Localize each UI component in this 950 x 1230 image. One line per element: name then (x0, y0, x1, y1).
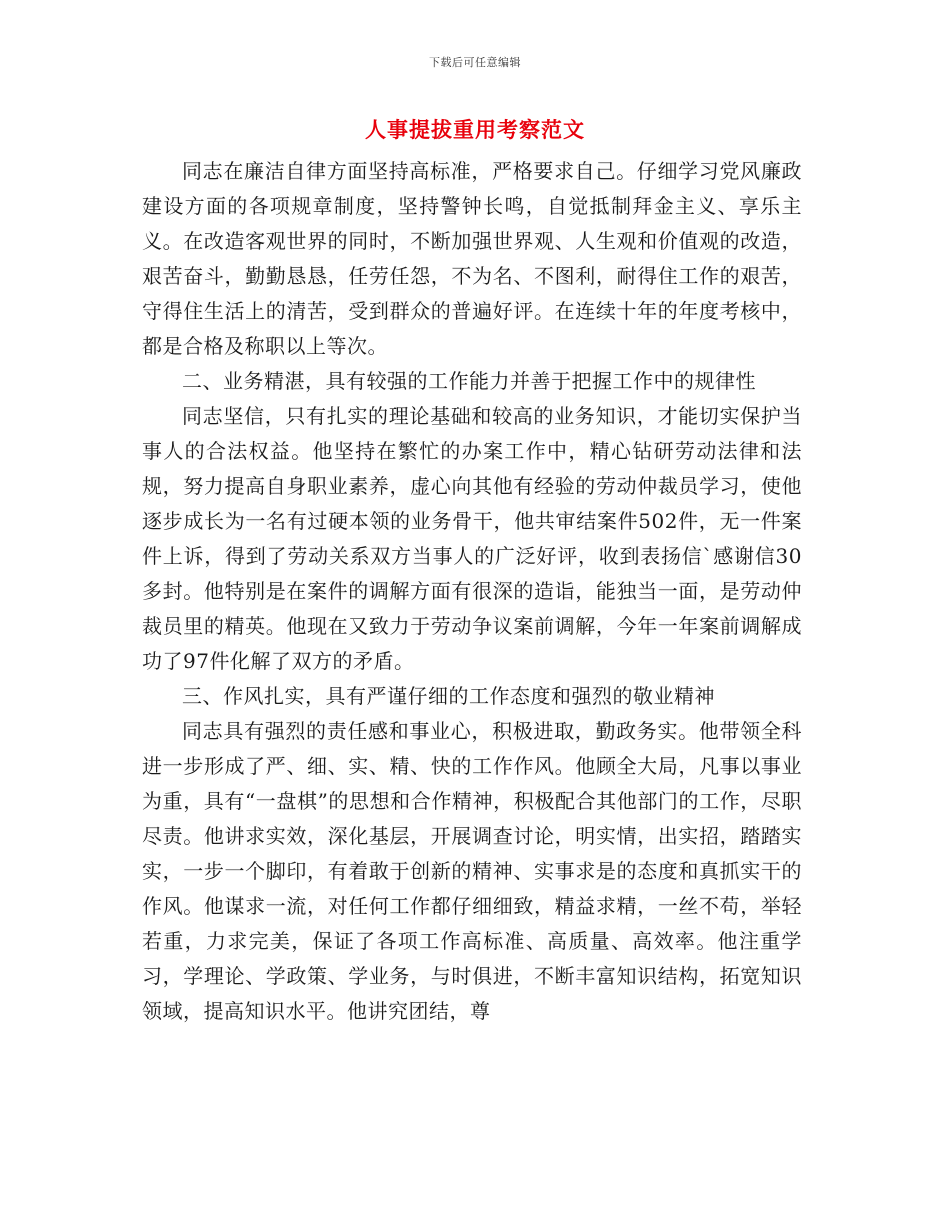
paragraph-business: 同志坚信，只有扎实的理论基础和较高的业务知识，才能切实保护当事人的合法权益。他坚持在繁忙的办案工作中，精心钻研劳动法律和法规，努力提高自身职业素养，虚心向其他有经验的劳动仲裁员学习，使他逐步成长为一名有过硬本领的业务骨干，他共审结案件502件，无一件案件上诉，得到了劳动关系双方当事人的广泛好评，收到表扬信`感谢信30多封。他特别是在案件的调解方面有很深的造诣，能独当一面，是劳动仲裁员里的精英。他现在又致力于劳动争议案前调解，今年一年案前调解成功了97件化解了双方的矛盾。 (142, 404, 802, 673)
paragraph-integrity: 同志在廉洁自律方面坚持高标准，严格要求自己。仔细学习党风廉政建设方面的各项规章制度，坚持警钟长鸣，自觉抵制拜金主义、享乐主义。在改造客观世界的同时，不断加强世界观、人生观和价值观的改造，艰苦奋斗，勤勤恳恳，任劳任怨，不为名、不图利，耐得住工作的艰苦，守得住生活上的清苦，受到群众的普遍好评。在连续十年的年度考核中，都是合格及称职以上等次。 (142, 159, 802, 358)
paragraph-work-style: 同志具有强烈的责任感和事业心，积极进取，勤政务实。他带领全科进一步形成了严、细、实、精、快的工作作风。他顾全大局，凡事以事业为重，具有“一盘棋”的思想和合作精神，积极配合其他部门的工作，尽职尽责。他讲求实效，深化基层，开展调查讨论，明实情，出实招，踏踏实实，一步一个脚印，有着敢于创新的精神、实事求是的态度和真抓实干的作风。他谋求一流，对任何工作都仔细细致，精益求精，一丝不苟，举轻若重，力求完美，保证了各项工作高标准、高质量、高效率。他注重学习，学理论、学政策、学业务，与时俱进，不断丰富知识结构，拓宽知识领域，提高知识水平。他讲究团结，尊 (142, 719, 802, 1023)
header-note: 下载后可任意编辑 (429, 56, 521, 69)
document-title: 人事提拔重用考察范文 (365, 117, 585, 142)
section-heading-business: 二、业务精湛，具有较强的工作能力并善于把握工作中的规律性 (182, 369, 756, 393)
document-body (142, 154, 802, 1029)
section-heading-work-style: 三、作风扎实，具有严谨仔细的工作态度和强烈的敬业精神 (182, 684, 715, 708)
